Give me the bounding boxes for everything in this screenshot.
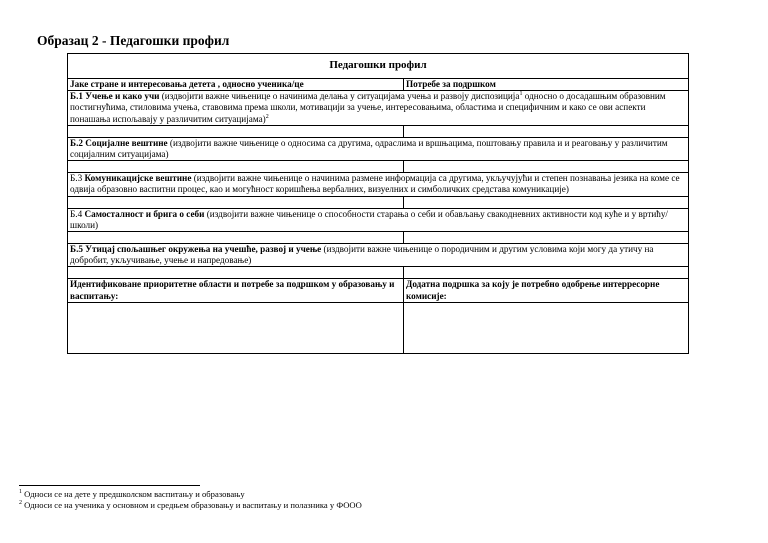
footnote-1-text: Односи се на дете у предшколском васпитању и образовању (22, 489, 245, 499)
column-header-row (68, 79, 689, 91)
section-row-b1 (68, 91, 689, 126)
section-b4-strengths-cell[interactable] (68, 232, 404, 244)
section-b2-description (68, 137, 689, 160)
section-b2-entry-row (68, 161, 689, 173)
section-b1-description (68, 91, 689, 126)
section-row-b3 (68, 173, 689, 196)
section-b1-entry-row (68, 125, 689, 137)
section-b5-entry-row (68, 267, 689, 279)
table-title-row (68, 54, 689, 79)
priority-areas-header: Идентификоване приоритетне области и потребе за подршком у образовању и васпитању: (68, 279, 404, 302)
section-b3-description (68, 173, 689, 196)
section-b2-text: (издвојити важне чињенице о односима са другима, одраслима и вршњацима, поштовању правила и и реаговању у различитим социјалним ситуацијама) (70, 137, 668, 160)
additional-support-header: Додатна подршка за коју је потребно одобрење интерресорне комисије: (404, 279, 689, 302)
section-b3-text: (издвојити важне чињенице о начинима размене информација са другима, укључујући и степен познавања језика на коме се одвија образовно васпитни процес, као и могућност коришћења вербалних, визуелних и симболичких средстава комуникације) (70, 173, 680, 195)
page-heading: Образац 2 - Педагошки профил (37, 33, 230, 48)
column-header-support-needs: Потребе за подршком (404, 79, 689, 91)
section-b3-prefix: Б.3 (70, 173, 85, 184)
additional-support-cell[interactable] (404, 302, 689, 353)
footnote-ref-2: 2 (265, 113, 269, 120)
section-row-b2 (68, 137, 689, 160)
section-b3-entry-row (68, 196, 689, 208)
pedagogical-profile-table (67, 53, 689, 354)
footnote-2 (19, 500, 362, 510)
section-b3-strengths-cell[interactable] (68, 196, 404, 208)
section-b2-needs-cell[interactable] (404, 161, 689, 173)
section-b3-needs-cell[interactable] (404, 196, 689, 208)
footnote-1 (19, 489, 245, 499)
section-b5-label: Б.5 Утицај спољашњег окружења на учешће, развој и учење (70, 244, 322, 255)
section-b5-needs-cell[interactable] (404, 267, 689, 279)
footnote-2-mark: 2 (19, 500, 22, 507)
priority-entry-row (68, 302, 689, 353)
section-b4-description (68, 208, 689, 231)
section-b1-strengths-cell[interactable] (68, 125, 404, 137)
footnote-divider (19, 485, 200, 486)
section-b5-strengths-cell[interactable] (68, 267, 404, 279)
table-title: Педагошки профил (68, 54, 689, 79)
section-b4-text: (издвојити важне чињенице о способности старања о себи и обављању свакодневних активности код куће и у вртићу/ школи) (70, 208, 668, 230)
section-row-b4 (68, 208, 689, 231)
section-b4-prefix: Б.4 (70, 208, 85, 219)
footnote-ref-1: 1 (519, 91, 523, 98)
section-b1-label: Б.1 Учење и како учи (70, 91, 160, 102)
section-b5-text: (издвојити важне чињенице о породичним и другим условима који могу да утичу на добробит, укључивање, учење и напредовање) (70, 244, 654, 266)
section-b1-needs-cell[interactable] (404, 125, 689, 137)
section-b4-label: Самосталност и брига о себи (84, 208, 205, 219)
footnote-2-text: Односи се на ученика у основном и средњем образовању и васпитању и полазника у ФООО (22, 500, 362, 510)
footnote-1-mark: 1 (19, 489, 22, 496)
column-header-strengths: Јаке стране и интересовања детета , односно ученика/це (68, 79, 404, 91)
section-b2-label: Б.2 Социјалне вештине (70, 137, 168, 148)
section-b5-description (68, 244, 689, 267)
section-b3-label: Комуникацијске вештине (84, 173, 192, 184)
priority-header-row (68, 279, 689, 302)
section-b4-needs-cell[interactable] (404, 232, 689, 244)
section-b4-entry-row (68, 232, 689, 244)
priority-areas-cell[interactable] (68, 302, 404, 353)
section-b1-text: (издвојити важне чињенице о начинима делања у ситуацијама учења и развоју диспозиција (159, 91, 520, 102)
section-b1-text-continued: односно о досадашњим образовним постигнућима, стиловима учења, ставовима према школи, мотивацији за учење, интересовањима, областима и специфичним и како се ови аспекти понашања испољавају у различитим ситуацијама) (70, 91, 666, 124)
section-b2-strengths-cell[interactable] (68, 161, 404, 173)
section-row-b5 (68, 244, 689, 267)
